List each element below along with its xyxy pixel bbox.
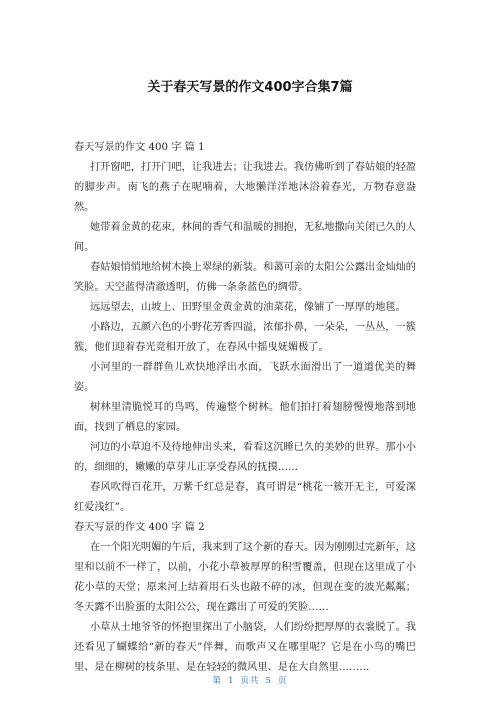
document-body <box>74 138 416 678</box>
footer-page-label: 第 <box>212 676 223 686</box>
paragraph: 树林里清脆悦耳的鸟鸣，传遍整个树林。他们拍打着翅膀慢慢地落到地面，找到了栖息的家园。 <box>74 402 416 433</box>
paragraph: 春姑娘悄悄地给树木换上翠绿的新装。和蔼可亲的太阳公公露出金灿灿的笑脸。天空蓝得清澈透明，仿佛一条条蓝色的绸带。 <box>74 262 416 293</box>
paragraph: 小草从土地爷爷的怀抱里探出了小脑袋，人们纷纷把厚厚的衣裳脱了。我还看见了蝴蝶给“新的春天”伴舞，而歌声又在哪里呢？它是在小鸟的嘴巴里、是在柳树的枝条里、是在轻轻的微风里、是在大自然里……… <box>74 622 416 673</box>
footer-page-unit: 页共 <box>240 676 260 686</box>
paragraph: 打开窗吧，打开门吧，让我进去；让我进去。我仿佛听到了春姑娘的轻盈的脚步声。南飞的燕子在呢喃着，大地懒洋洋地沐浴着春光，万物春意盎然。 <box>74 162 416 213</box>
paragraph: 小河里的一群群鱼儿欢快地浮出水面，飞跃水面滑出了一道道优美的舞姿。 <box>74 362 416 393</box>
paragraph: 河边的小草迫不及待地伸出头来，看看这沉睡已久的美妙的世界。那小小的，细细的，嫩嫩的草芽儿正享受春风的抚摸…… <box>74 442 416 473</box>
paragraph: 在一个阳光明媚的午后，我来到了这个新的春天。因为刚刚过完新年，这里和以前不一样了，以前，小花小草被厚厚的积雪覆盖，但现在这里成了小花小草的天堂；原来河上结着用石头也敲不碎的冰，但现在变的波光粼粼；冬天露不出脸蛋的太阳公公，现在露出了可爱的笑脸…… <box>74 542 416 613</box>
paragraph: 春风吹得百花开，万紫千红总是春，真可谓是“桃花一簇开无主，可爱深红爱浅红”。 <box>74 482 416 513</box>
footer-page-end: 页 <box>277 676 288 686</box>
paragraph: 远远望去，山坡上、田野里金黄金黄的油菜花，像铺了一厚厚的地毯。 <box>90 302 406 313</box>
section-heading: 春天写景的作文 400 字 篇 1 <box>74 142 205 153</box>
footer-page-number: 1 <box>228 676 235 686</box>
document-title: 关于春天写景的作文400字合集7篇 <box>147 80 353 95</box>
page-footer <box>0 674 500 686</box>
section-heading: 春天写景的作文 400 字 篇 2 <box>74 522 205 533</box>
footer-page-total: 5 <box>265 676 272 686</box>
paragraph: 她带着金黄的花束，林间的香气和温暖的拥抱，无私地撒向关闭已久的人间。 <box>74 222 416 253</box>
paragraph: 小路边，五颜六色的小野花芳香四溢，浓郁扑鼻，一朵朵，一丛丛，一簇簇，他们迎着春光竞相开放了，在春风中摇曳妩媚极了。 <box>74 322 416 353</box>
